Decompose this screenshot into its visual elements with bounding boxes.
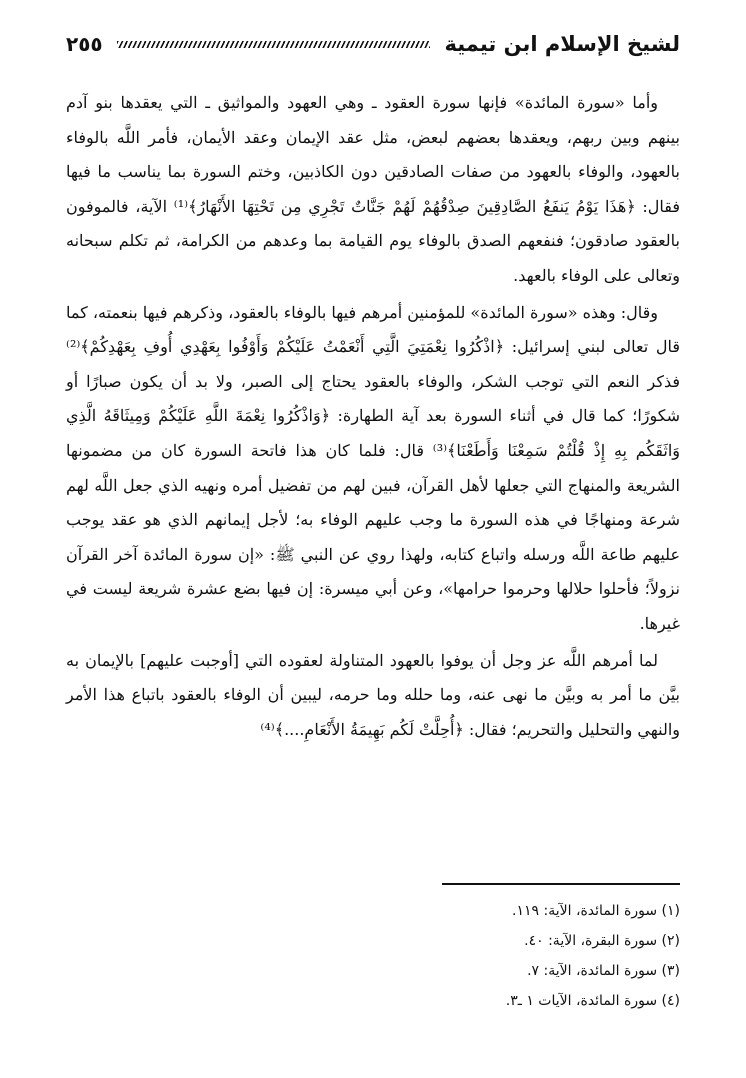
footnote: (١) سورة المائدة، الآية: ١١٩. xyxy=(512,903,680,919)
header-rule xyxy=(117,41,431,48)
footnote: (٣) سورة المائدة، الآية: ٧. xyxy=(527,963,680,979)
page-header xyxy=(66,24,680,64)
footnote-separator xyxy=(442,883,680,885)
main-text xyxy=(66,86,680,747)
paragraph: وأما «سورة المائدة» فإنها سورة العقود ـ وهي العهود والمواثيق ـ التي يعقدها بنو آدم بينهم وبين ربهم، ويعقدها بعضهم لبعض، مثل عقد الإيمان وعقد الأيمان، فأمر اللَّه بالوفاء بالعهود، والوفاء بالعهود من صفات الصادقين دون الكاذبين، وختم السورة بما يناسب ما فيها فقال: ﴿هَذَا يَوْمُ يَنفَعُ الصَّادِقِينَ صِدْقُهُمْ لَهُمْ جَنَّاتٌ تَجْرِي مِن تَحْتِهَا الأَنْهَارُ﴾⁽¹⁾ الآية، فالموفون بالعقود صادقون؛ فنفعهم الصدق بالوفاء يوم القيامة بما وعدهم من الكرامة، ثم تكلم سبحانه وتعالى على الوفاء بالعهد. xyxy=(66,93,680,285)
running-title: لشيخ الإسلام ابن تيمية xyxy=(444,32,680,56)
paragraph: وقال: وهذه «سورة المائدة» للمؤمنين أمرهم فيها بالوفاء بالعقود، وذكرهم فيها بنعمته، كما قال تعالى لبني إسرائيل: ﴿اذْكُرُوا نِعْمَتِيَ الَّتِي أَنْعَمْتُ عَلَيْكُمْ وَأَوْفُوا بِعَهْدِي أُوفِ بِعَهْدِكُمْ﴾⁽²⁾ فذكر النعم التي توجب الشكر، والوفاء بالعقود يحتاج إلى الصبر، ولا بد أن يكون صبارًا أو شكورًا؛ كما قال في أثناء السورة بعد آية الطهارة: ﴿وَاذْكُرُوا نِعْمَةَ اللَّهِ عَلَيْكُمْ وَمِيثَاقَهُ الَّذِي وَاثَقَكُم بِهِ إِذْ قُلْتُمْ سَمِعْنَا وَأَطَعْنَا﴾⁽³⁾ قال: فلما كان هذا فاتحة السورة كان من مضمونها الشريعة والمنهاج التي جعلها لأهل القرآن، فبين لهم من تفضيل أمره ونهيه الذي جعل اللَّه لهم شرعة ومنهاجًا في هذه السورة ما وجب عليهم الوفاء به؛ لأجل إيمانهم الذي هو عقد يوجب عليهم طاعة اللَّه ورسله واتباع كتابه، ولهذا روي عن النبي ﷺ: «إن سورة المائدة آخر القرآن نزولاً؛ فأحلوا حلالها وحرموا حرامها»، وعن أبي ميسرة: إن فيها بضع عشرة شريعة ليست في غيرها. xyxy=(66,302,680,633)
page-number: ٢٥٥ xyxy=(66,32,103,56)
paragraph: لما أمرهم اللَّه عز وجل أن يوفوا بالعهود المتناولة لعقوده التي [أوجبت عليهم] بالإيمان به بيَّن ما أمر به وبيَّن ما نهى عنه، وما حلله وما حرمه، ليبين أن الوفاء بالعقود باتباع هذا الأمر والنهي والتحليل والتحريم؛ فقال: ﴿أُحِلَّتْ لَكُم بَهِيمَةُ الأَنْعَامِ....﴾⁽⁴⁾ xyxy=(66,650,680,739)
footnote: (٢) سورة البقرة، الآية: ٤٠. xyxy=(524,933,680,949)
footnote: (٤) سورة المائدة، الآيات ١ ـ٣. xyxy=(505,993,680,1009)
footnotes xyxy=(66,896,680,1016)
